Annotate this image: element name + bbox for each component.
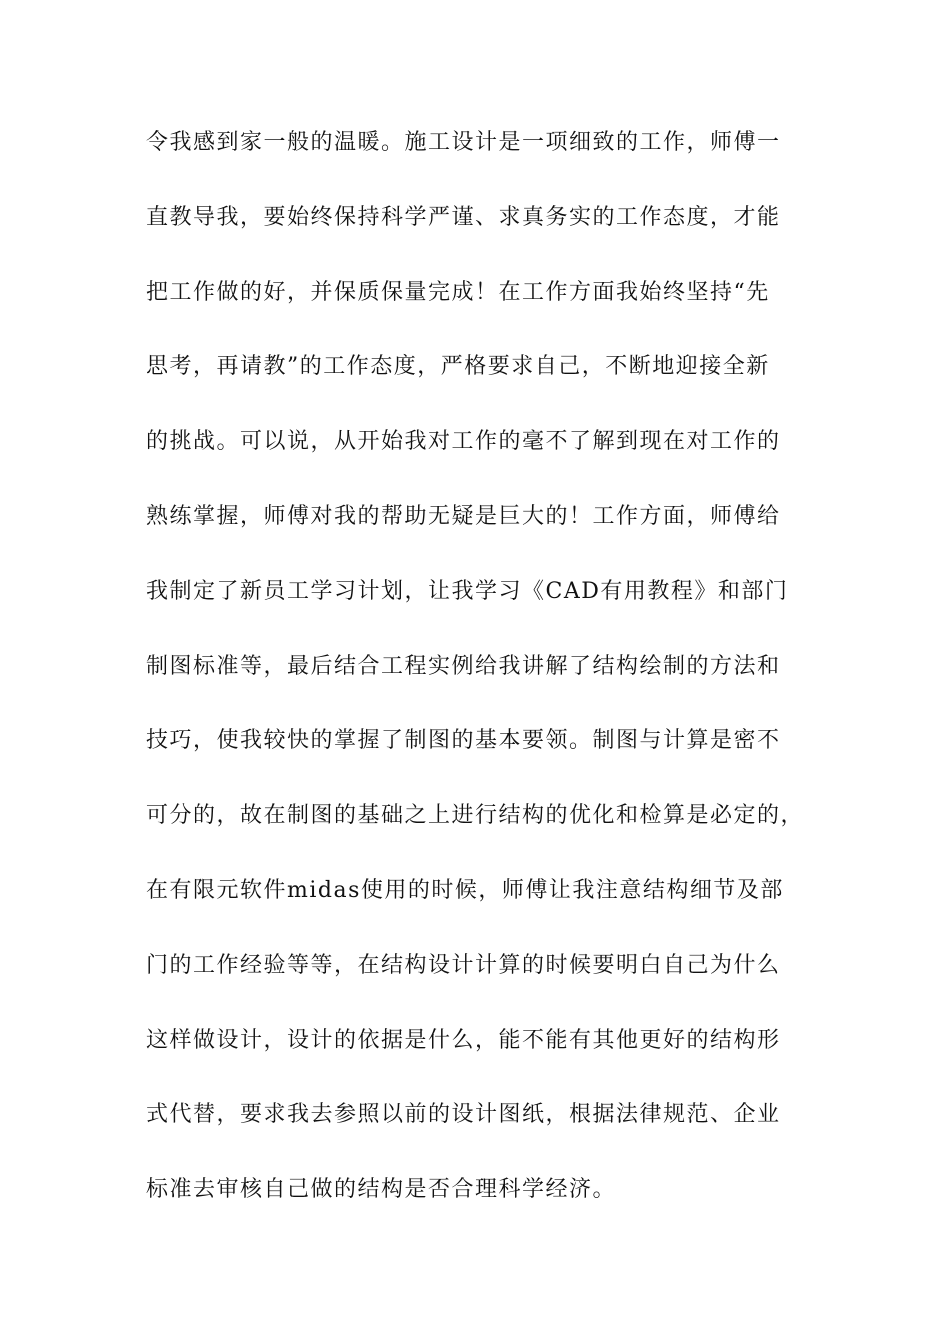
text-line: 的挑战。可以说，从开始我对工作的毫不了解到现在对工作的	[146, 429, 781, 455]
text-line: 技巧，使我较快的掌握了制图的基本要领。制图与计算是密不	[146, 728, 781, 754]
text-line: 式代替，要求我去参照以前的设计图纸，根据法律规范、企业	[146, 1102, 781, 1128]
text-line: 我制定了新员工学习计划，让我学习《CAD有用教程》和部门	[146, 578, 789, 604]
text-line: 令我感到家一般的温暖。施工设计是一项细致的工作，师傅一	[146, 130, 781, 155]
text-line: 门的工作经验等等，在结构设计计算的时候要明白自己为什么	[146, 952, 781, 978]
body-paragraph	[146, 128, 806, 1250]
text-line: 熟练掌握，师傅对我的帮助无疑是巨大的！工作方面，师傅给	[146, 503, 781, 529]
text-line: 制图标准等，最后结合工程实例给我讲解了结构绘制的方法和	[146, 653, 781, 679]
text-line: 思考，再请教”的工作态度，严格要求自己，不断地迎接全新	[146, 354, 770, 380]
text-line: 在有限元软件midas使用的时候，师傅让我注意结构细节及部	[146, 877, 784, 903]
text-line: 直教导我，要始终保持科学严谨、求真务实的工作态度，才能	[146, 204, 781, 230]
text-line: 这样做设计，设计的依据是什么，能不能有其他更好的结构形	[146, 1027, 781, 1053]
text-line: 把工作做的好，并保质保量完成！在工作方面我始终坚持“先	[146, 279, 770, 305]
text-line: 可分的，故在制图的基础之上进行结构的优化和检算是必定的，	[146, 803, 805, 829]
text-line: 标准去审核自己做的结构是否合理科学经济。	[146, 1177, 617, 1203]
